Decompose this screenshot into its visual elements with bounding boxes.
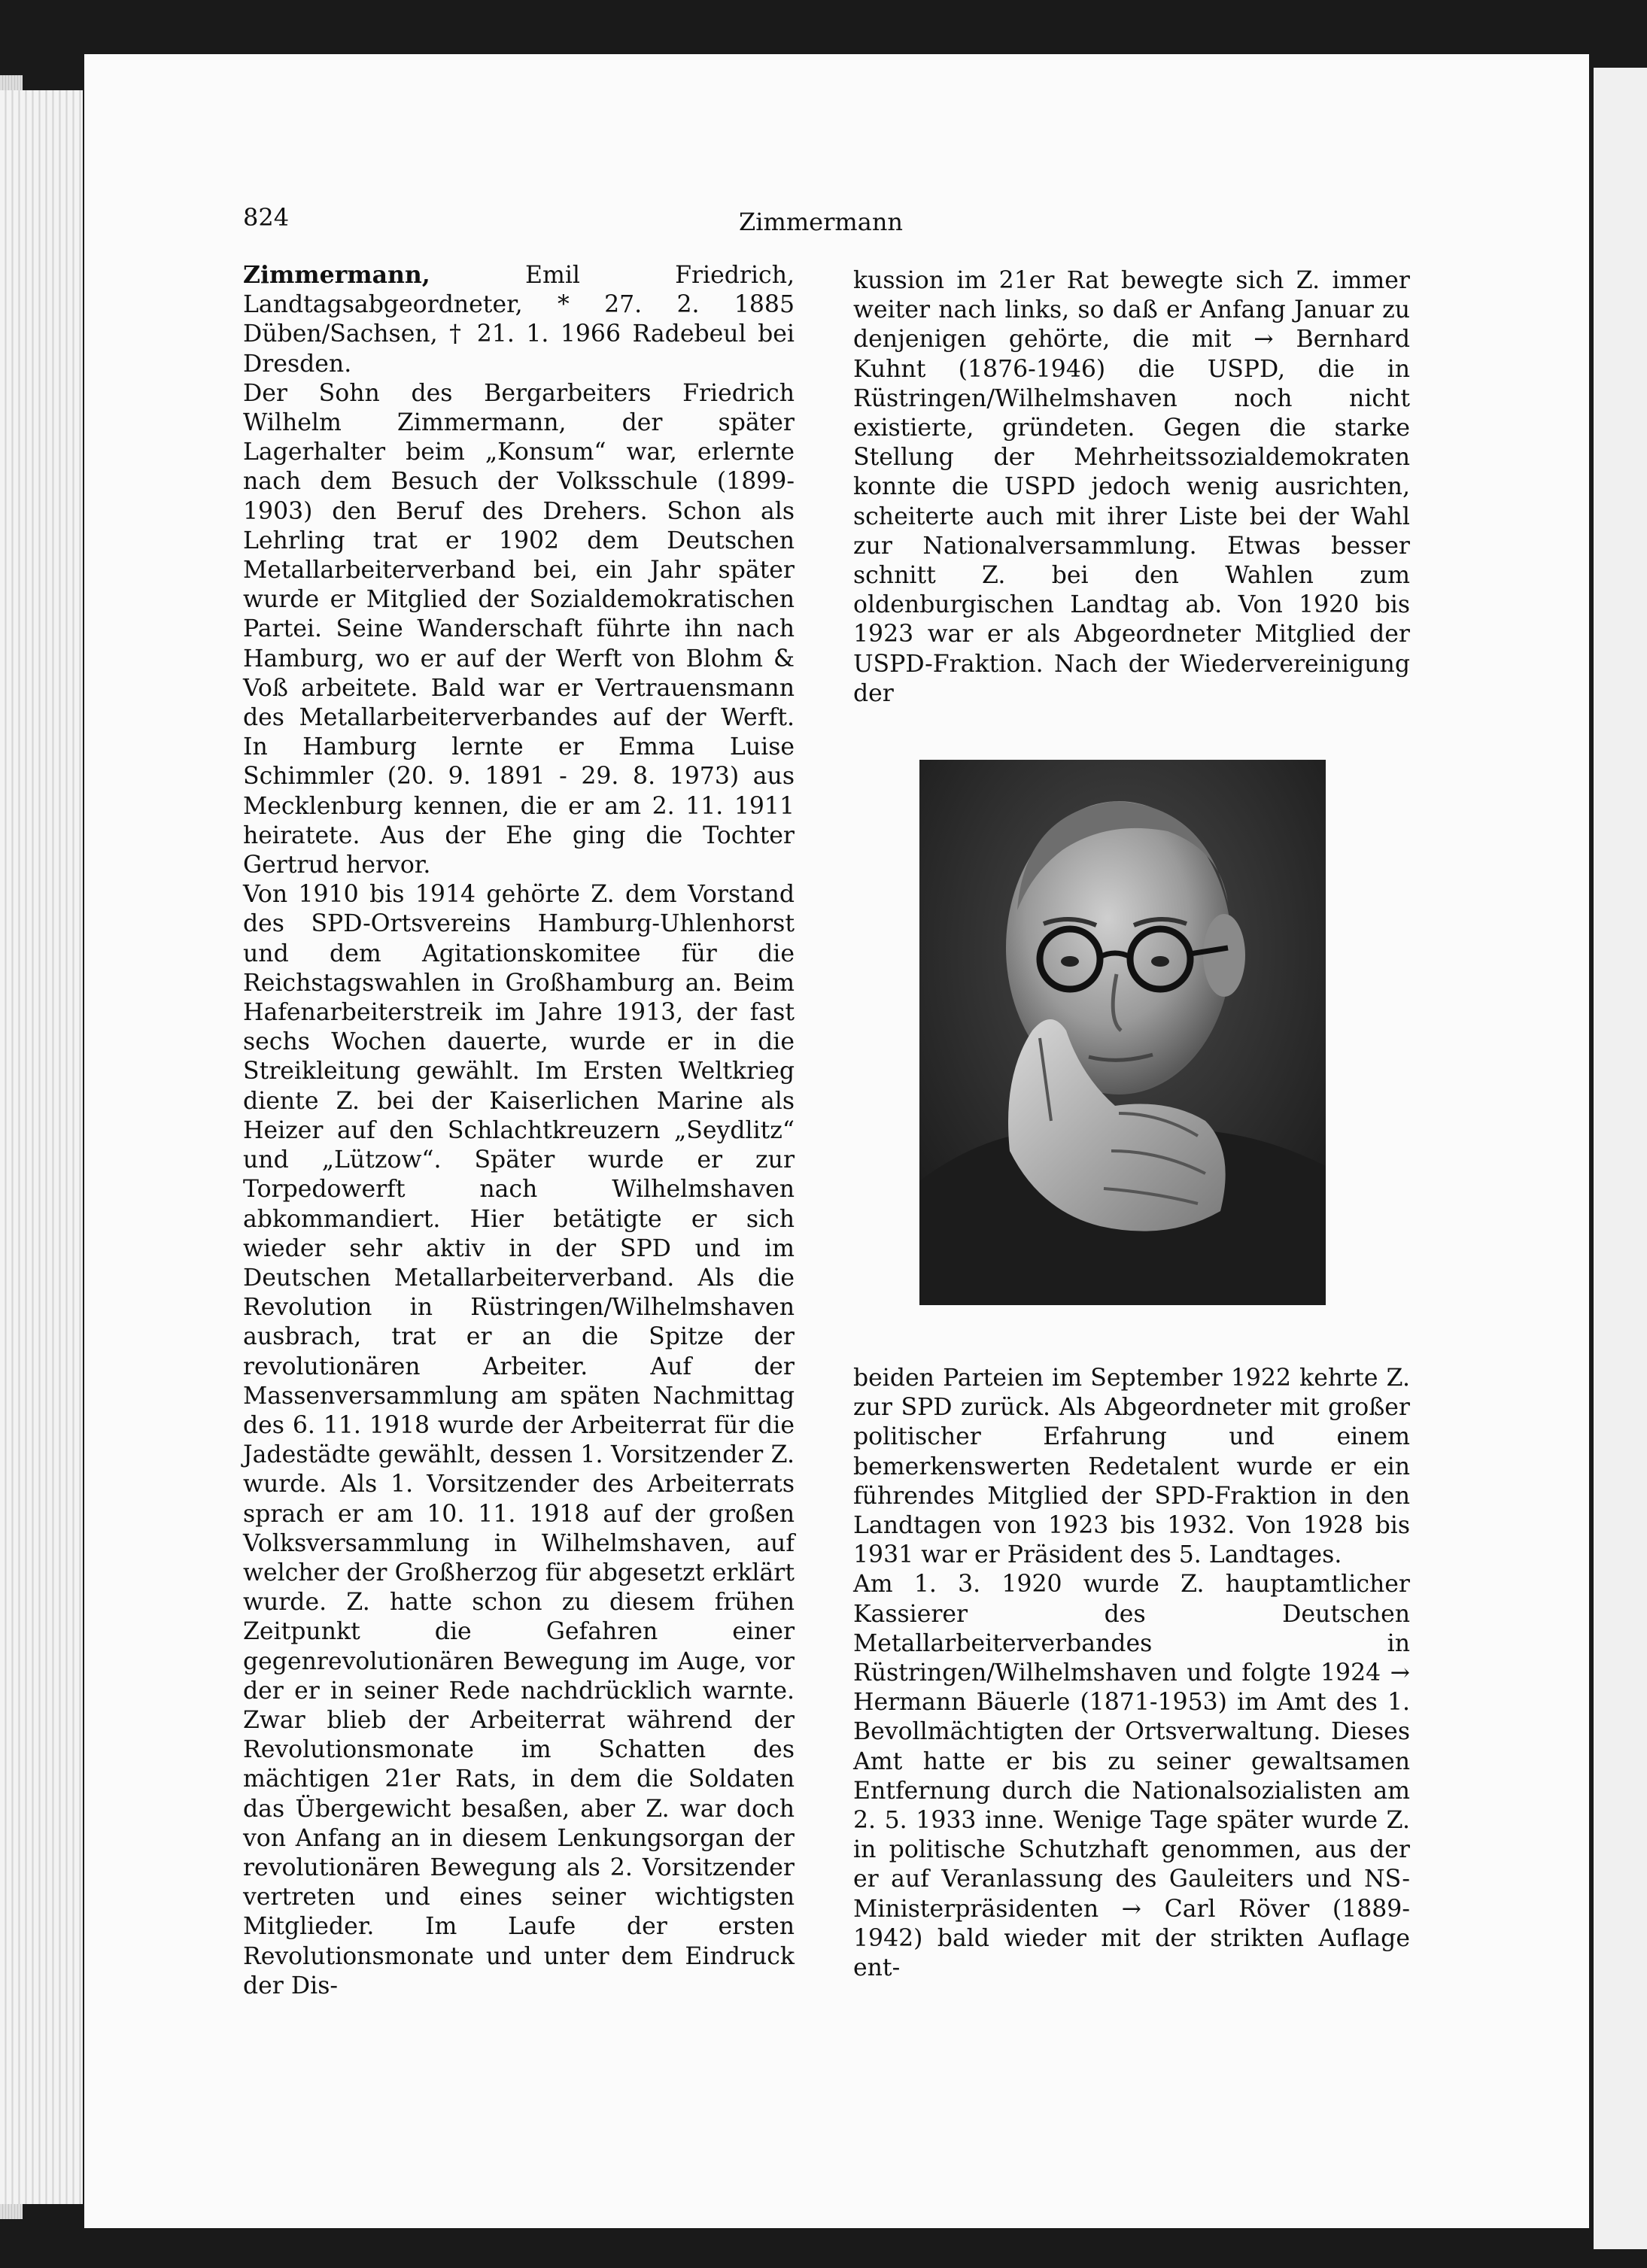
paragraph: Der Sohn des Bergarbeiters Friedrich Wilhelm Zimmermann, der später Lagerhalter beim „Konsum“ war, erlernte nach dem Besuch der Volksschule (1899-1903) den Beruf des Drehers. Schon als Lehrling trat er 1902 dem Deutschen Metallarbeiterverband bei, ein Jahr später wurde er Mitglied der Sozialdemokratischen Partei. Seine Wanderschaft führte ihn nach Hamburg, wo er auf der Werft von Blohm & Voß arbeitete. Bald war er Vertrauensmann des Metallarbeiterverbandes auf der Werft. In Hamburg lernte er Emma Luise Schimmler (20. 9. 1891 - 29. 8. 1973) aus Mecklenburg kennen, die er am 2. 11. 1911 heiratete. Aus der Ehe ging die Tochter Gertrud hervor. xyxy=(243,379,795,879)
book-page-stack xyxy=(0,90,83,2204)
right-column-top xyxy=(853,266,1410,709)
entry-intro xyxy=(243,260,795,379)
headword: Zimmermann, xyxy=(243,261,430,289)
right-column-bottom xyxy=(853,1364,1410,1983)
left-column xyxy=(243,260,795,2001)
facing-page-edge xyxy=(1594,68,1647,2249)
page-number: 824 xyxy=(243,203,290,232)
portrait-icon xyxy=(919,760,1326,1305)
paragraph: Am 1. 3. 1920 wurde Z. hauptamtlicher Kassierer des Deutschen Metallarbeiterverbandes in Rüstringen/Wilhelmshaven und folgte 1924 → Hermann Bäuerle (1871-1953) im Amt des 1. Bevollmächtigten der Ortsverwaltung. Dieses Amt hatte er bis zu seiner gewaltsamen Entfernung durch die Nationalsozialisten am 2. 5. 1933 inne. Wenige Tage später wurde Z. in politische Schutzhaft genommen, aus der er auf Veranlassung des Gauleiters und NS-Ministerpräsidenten → Carl Röver (1889-1942) bald wieder mit der strikten Auflage ent- xyxy=(853,1571,1410,1982)
running-head-title: Zimmermann xyxy=(739,208,904,236)
entry-lead: Emil Friedrich, Landtagsabgeordneter, * 27. 2. 1885 Düben/Sachsen, † 21. 1. 1966 Radebeul bei Dresden. xyxy=(243,262,795,378)
paragraph: beiden Parteien im September 1922 kehrte Z. zur SPD zurück. Als Abgeordneter mit großer politischer Erfahrung und einem bemerkenswerten Redetalent wurde er ein führendes Mitglied der SPD-Fraktion in den Landtagen von 1923 bis 1932. Von 1928 bis 1931 war er Präsident des 5. Landtages. xyxy=(853,1365,1410,1569)
paragraph: kussion im 21er Rat bewegte sich Z. immer weiter nach links, so daß er Anfang Januar zu denjenigen gehörte, die mit → Bernhard Kuhnt (1876-1946) die USPD, die in Rüstringen/Wilhelmshaven noch nicht existierte, gründeten. Gegen die starke Stellung der Mehrheitssozialdemokraten konnte die USPD jedoch wenig ausrichten, scheiterte auch mit ihrer Liste bei der Wahl zur Nationalversammlung. Etwas besser schnitt Z. bei den Wahlen zum oldenburgischen Landtag ab. Von 1920 bis 1923 war er als Abgeordneter Mitglied der USPD-Fraktion. Nach der Wiedervereinigung der xyxy=(853,267,1410,707)
portrait-photo xyxy=(919,760,1326,1305)
running-head xyxy=(0,203,1647,241)
paragraph: Von 1910 bis 1914 gehörte Z. dem Vorstand des SPD-Ortsvereins Hamburg-Uhlenhorst und dem Agitationskomitee für die Reichstagswahlen in Großhamburg an. Beim Hafenarbeiterstreik im Jahre 1913, der fast sechs Wochen dauerte, wurde er in die Streikleitung gewählt. Im Ersten Weltkrieg diente Z. bei der Kaiserlichen Marine als Heizer auf den Schlachtkreuzern „Seydlitz“ und „Lützow“. Später wurde er zur Torpedowerft nach Wilhelmshaven abkommandiert. Hier betätigte er sich wieder sehr aktiv in der SPD und im Deutschen Metallarbeiterverband. Als die Revolution in Rüstringen/Wilhelmshaven ausbrach, trat er an die Spitze der revolutionären Arbeiter. Auf der Massenversammlung am späten Nachmittag des 6. 11. 1918 wurde der Arbeiterrat für die Jadestädte gewählt, dessen 1. Vorsitzender Z. wurde. Als 1. Vorsitzender des Arbeiterrats sprach er am 10. 11. 1918 auf der großen Volksversammlung in Wilhelmshaven, auf welcher der Großherzog für abgesetzt erklärt wurde. Z. hatte schon zu diesem frühen Zeitpunkt die Gefahren einer gegenrevolutionären Bewegung im Auge, vor der er in seiner Rede nachdrücklich warnte. Zwar blieb der Arbeiterrat während der Revolutionsmonate im Schatten des mächtigen 21er Rats, in dem die Soldaten das Übergewicht besaßen, aber Z. war doch von Anfang an in diesem Lenkungsorgan der revolutionären Bewegung als 2. Vorsitzender vertreten und eines seiner wichtigsten Mitglieder. Im Laufe der ersten Revolutionsmonate und unter dem Eindruck der Dis- xyxy=(243,881,795,1999)
